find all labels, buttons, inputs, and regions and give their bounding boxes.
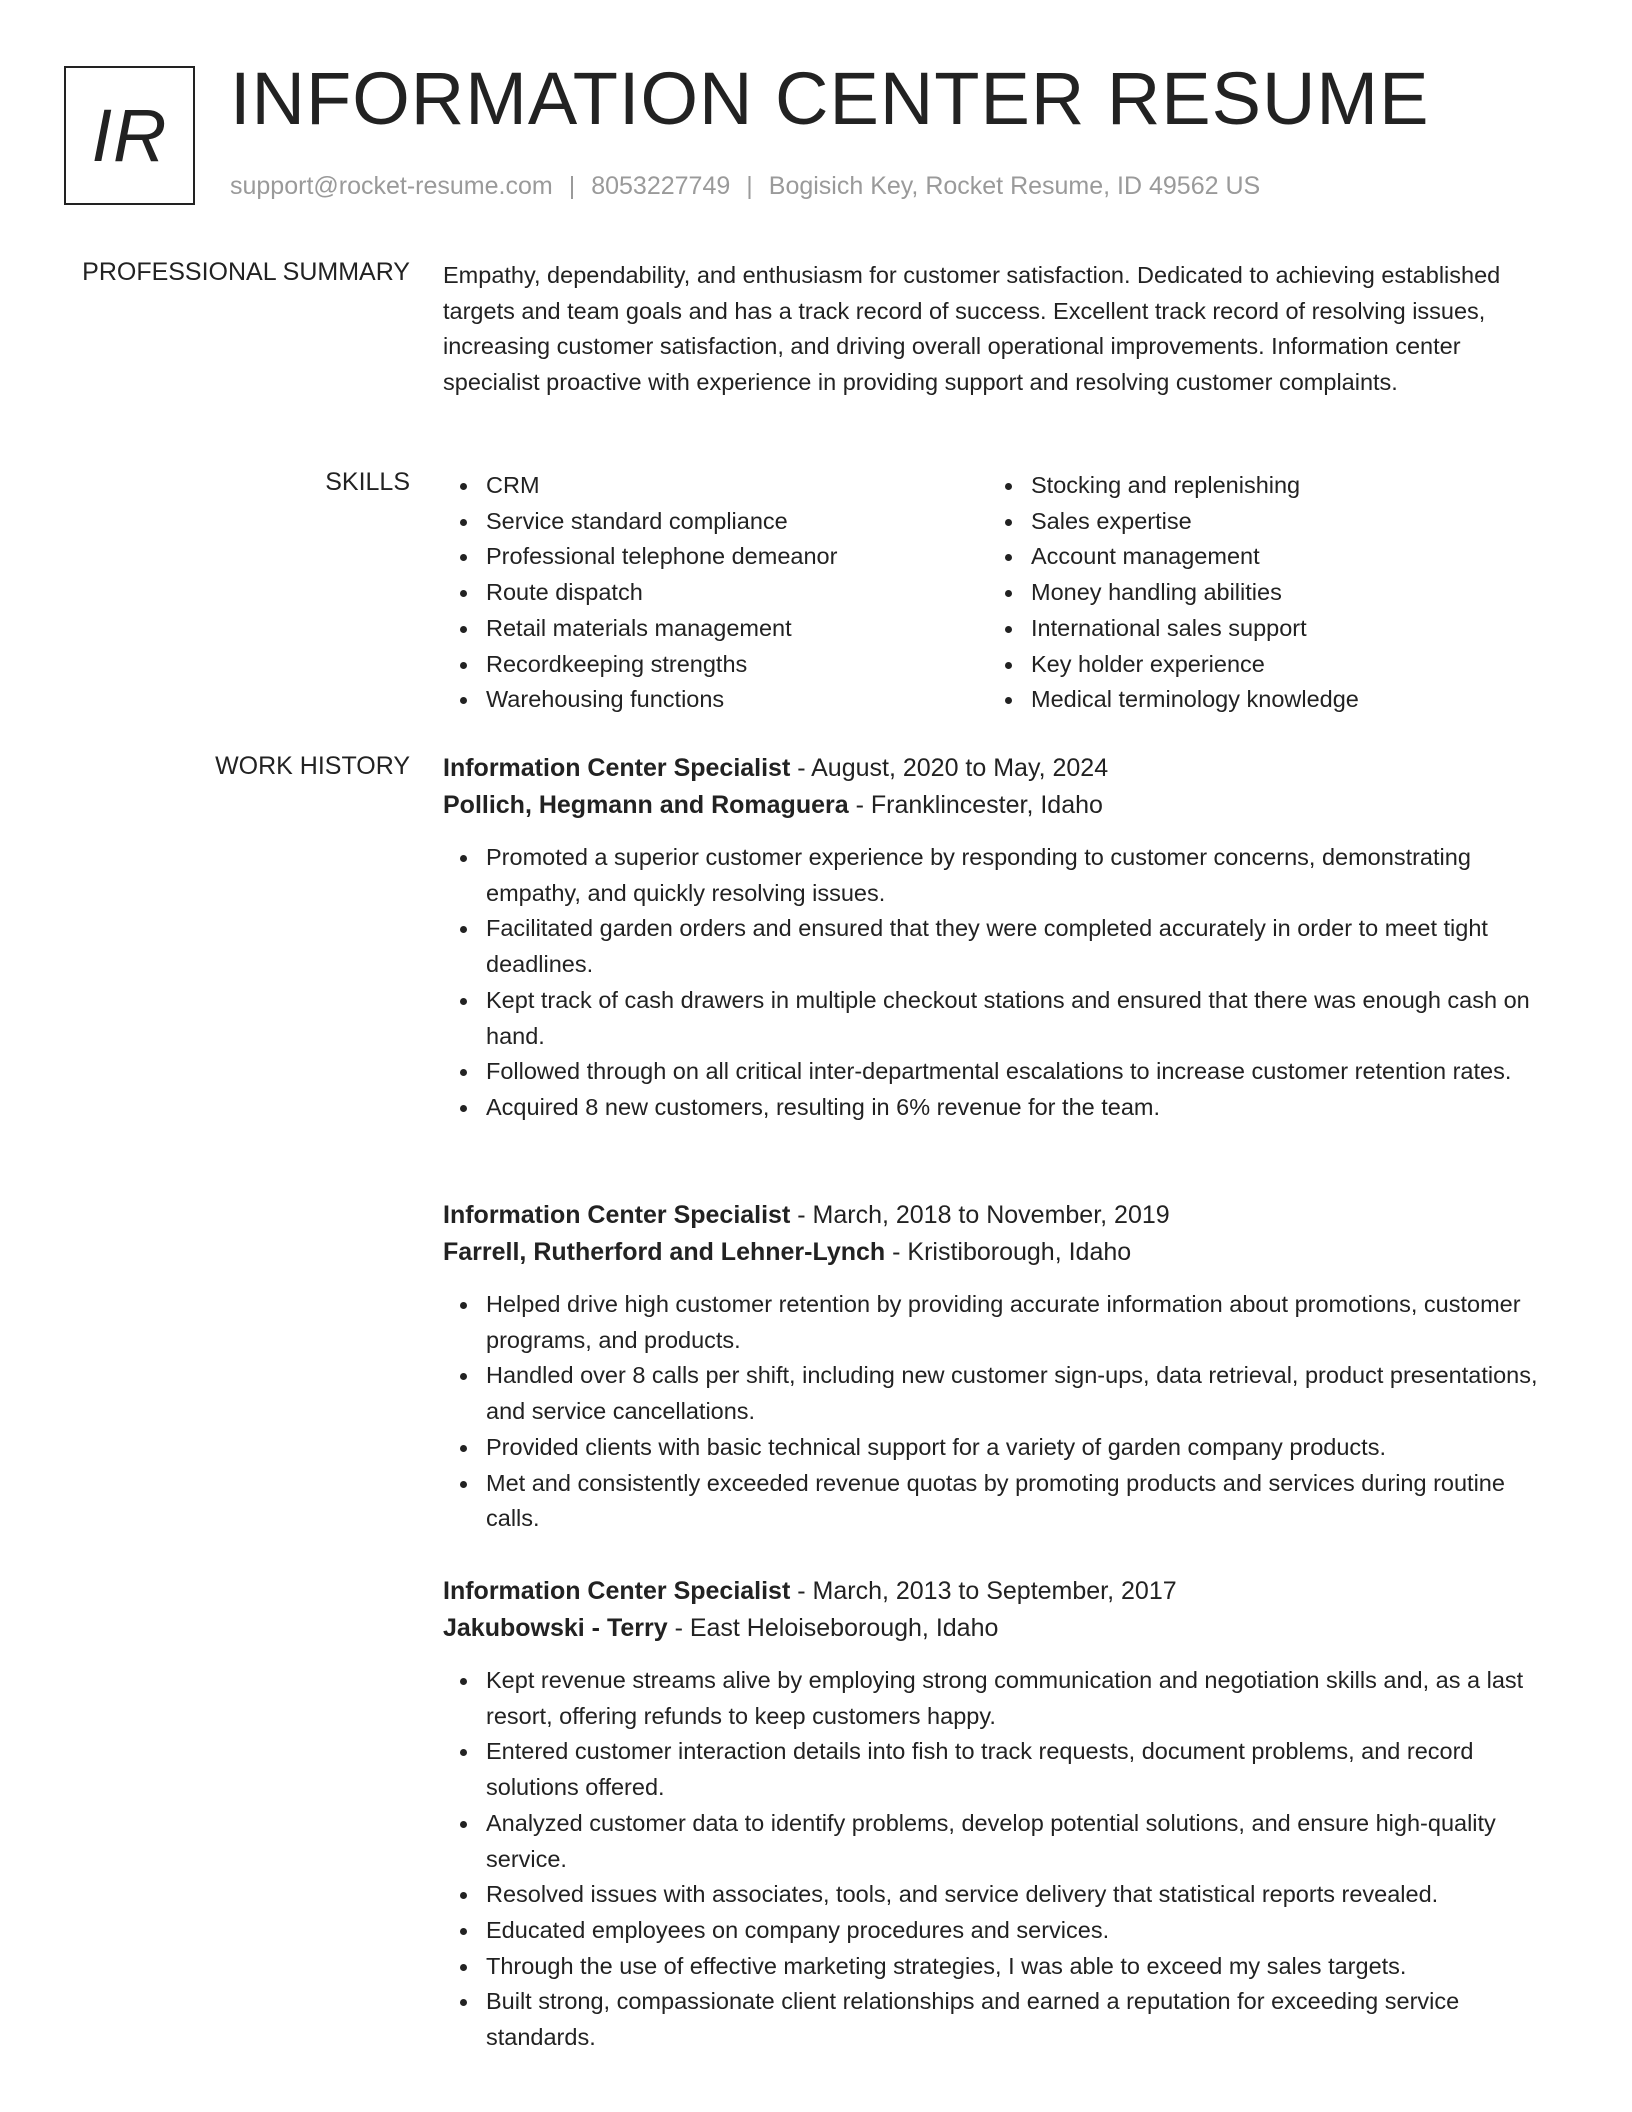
job-company-line <box>443 787 1563 824</box>
job-dates: - August, 2020 to May, 2024 <box>790 754 1109 782</box>
skill-item: Key holder experience <box>988 647 1548 683</box>
contact-email: support@rocket-resume.com <box>230 172 553 200</box>
job-bullet: Handled over 8 calls per shift, including new customer sign-ups, data retrieval, product presentations, and service cancellations. <box>443 1358 1563 1429</box>
job-bullet: Met and consistently exceeded revenue quotas by promoting products and services during routine calls. <box>443 1466 1563 1537</box>
job-bullet: Followed through on all critical inter-departmental escalations to increase customer retention rates. <box>443 1054 1563 1090</box>
job-bullet: Educated employees on company procedures and services. <box>443 1913 1563 1949</box>
job-company: Jakubowski - Terry <box>443 1614 668 1642</box>
job-entry <box>443 1197 1563 1537</box>
skills-list-left <box>443 468 988 718</box>
skill-item: Money handling abilities <box>988 575 1548 611</box>
skills-section <box>443 468 1563 718</box>
section-label-summary: PROFESSIONAL SUMMARY <box>82 258 410 286</box>
job-bullet: Facilitated garden orders and ensured that they were completed accurately in order to meet tight deadlines. <box>443 911 1563 982</box>
summary-section <box>443 258 1563 401</box>
contact-address: Bogisich Key, Rocket Resume, ID 49562 US <box>768 172 1261 200</box>
job-bullet: Kept track of cash drawers in multiple checkout stations and ensured that there was enough cash on hand. <box>443 983 1563 1054</box>
job-entry <box>443 750 1563 1126</box>
section-label-skills: SKILLS <box>325 468 410 496</box>
contact-separator: | <box>746 172 753 200</box>
skill-item: Route dispatch <box>443 575 988 611</box>
summary-text: Empathy, dependability, and enthusiasm for customer satisfaction. Dedicated to achieving established targets and team goals and has a track record of success. Excellent track record of resolving issues, increasing customer satisfaction, and driving overall operational improvements. Information center specialist proactive with experience in providing support and resolving customer complaints. <box>443 262 1501 396</box>
job-title: Information Center Specialist <box>443 754 791 782</box>
job-dates: - March, 2018 to November, 2019 <box>790 1201 1170 1229</box>
job-bullet: Acquired 8 new customers, resulting in 6% revenue for the team. <box>443 1090 1563 1126</box>
job-entry <box>443 1573 1563 2056</box>
job-location: - Kristiborough, Idaho <box>885 1238 1132 1266</box>
skill-item: Professional telephone demeanor <box>443 539 988 575</box>
contact-phone: 8053227749 <box>591 172 731 200</box>
skill-item: CRM <box>443 468 988 504</box>
job-company: Farrell, Rutherford and Lehner-Lynch <box>443 1238 886 1266</box>
monogram-logo: IR <box>64 66 195 205</box>
job-bullets <box>443 1287 1563 1537</box>
job-company-line <box>443 1610 1563 1647</box>
job-bullet: Analyzed customer data to identify problems, develop potential solutions, and ensure high-quality service. <box>443 1806 1563 1877</box>
contact-line <box>230 172 1260 201</box>
job-bullet: Helped drive high customer retention by providing accurate information about promotions, customer programs, and products. <box>443 1287 1563 1358</box>
resume-title: INFORMATION CENTER RESUME <box>230 57 1430 140</box>
job-bullets <box>443 1663 1563 2056</box>
job-title: Information Center Specialist <box>443 1577 791 1605</box>
skills-list-right <box>988 468 1548 718</box>
job-bullets <box>443 840 1563 1126</box>
job-title-line <box>443 750 1563 787</box>
skill-item: Stocking and replenishing <box>988 468 1548 504</box>
job-bullet: Built strong, compassionate client relationships and earned a reputation for exceeding service standards. <box>443 1984 1563 2055</box>
job-location: - Franklincester, Idaho <box>848 791 1103 819</box>
skill-item: Warehousing functions <box>443 682 988 718</box>
contact-separator: | <box>568 172 576 200</box>
job-bullet: Promoted a superior customer experience by responding to customer concerns, demonstrating empathy, and quickly resolving issues. <box>443 840 1563 911</box>
section-label-work-history: WORK HISTORY <box>215 752 410 780</box>
job-bullet: Entered customer interaction details into fish to track requests, document problems, and record solutions offered. <box>443 1734 1563 1805</box>
job-bullet: Through the use of effective marketing strategies, I was able to exceed my sales targets. <box>443 1949 1563 1985</box>
job-company: Pollich, Hegmann and Romaguera <box>443 791 849 819</box>
job-title: Information Center Specialist <box>443 1201 791 1229</box>
job-bullet: Provided clients with basic technical support for a variety of garden company products. <box>443 1430 1563 1466</box>
skill-item: International sales support <box>988 611 1548 647</box>
skill-item: Retail materials management <box>443 611 988 647</box>
skill-item: Sales expertise <box>988 504 1548 540</box>
skill-item: Recordkeeping strengths <box>443 647 988 683</box>
job-bullet: Kept revenue streams alive by employing strong communication and negotiation skills and, as a last resort, offering refunds to keep customers happy. <box>443 1663 1563 1734</box>
job-bullet: Resolved issues with associates, tools, and service delivery that statistical reports revealed. <box>443 1877 1563 1913</box>
skill-item: Account management <box>988 539 1548 575</box>
job-location: - East Heloiseborough, Idaho <box>667 1614 999 1642</box>
job-title-line <box>443 1197 1563 1234</box>
skill-item: Service standard compliance <box>443 504 988 540</box>
skill-item: Medical terminology knowledge <box>988 682 1548 718</box>
job-title-line <box>443 1573 1563 1610</box>
job-dates: - March, 2013 to September, 2017 <box>790 1577 1177 1605</box>
job-company-line <box>443 1234 1563 1271</box>
